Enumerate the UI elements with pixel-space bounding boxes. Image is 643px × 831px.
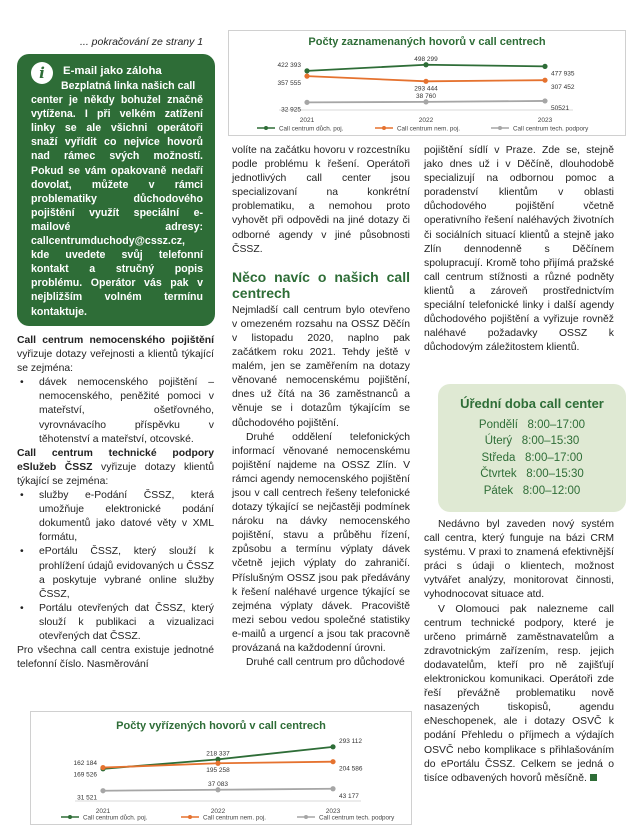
section-heading: Něco navíc o našich call centrech <box>232 268 410 301</box>
legend-marker <box>188 815 192 819</box>
chart-handled-calls <box>30 711 412 825</box>
paragraph: V Olomouci pak nalezneme call centrum technické podpory, které je určeno primárně zaměstnavatelům a zdravotnickým zařízením, resp. jejich dodavatelům, kteří pro ně zajišťují elektronickou komunikaci. Operátoři zde řeší převážně problematiku nově nasazených tiskopisů, agendu eNeschopenek, ale i dotazy OSVČ k podání Přehledu o příjmech a výdajích OSVČ nebo komplikace s přihlašováním do ePortálu ČSSZ. Celkem se jedná o tisíce odbavených hovorů měsíčně. <box>424 603 614 784</box>
data-point <box>423 79 428 84</box>
paragraph: Druhé call centrum pro důchodové <box>246 657 405 669</box>
data-point <box>542 78 547 83</box>
data-label: 204 586 <box>339 765 363 773</box>
data-label: 37 083 <box>208 780 228 788</box>
x-tick-label: 2023 <box>537 117 553 124</box>
chart-title: Počty zaznamenaných hovorů v call centrech <box>308 36 546 48</box>
data-label: 293 112 <box>339 737 363 745</box>
left-column <box>17 334 214 672</box>
hours-row-tuesday: Úterý 8:00–15:30 <box>484 435 580 448</box>
nem-call-center-intro: vyřizuje dotazy veřejnosti a klientů týkající se zejména: <box>17 349 214 375</box>
paragraph: Druhé oddělení telefonických informací věnované nemocenskému pojištění najdeme na OSSZ Zlín. V rámci agendy nemocenského pojištění jsou v call centrech řešeny telefonické dotazy týkající se nejčastěji podmínek nároku na dávky nemocenského pojištění, stavu a průběhu řízení, způsobu a termínu výplaty dávek včetně jejich výplaty do zahraničí. Příslušným OSSZ jsou pak předávány k řešení naléhavé urgence týkající se zejména výplaty dávek. Pracoviště mezi sebou vedou společné statistiky e-mailů a urgencí a jsou tak pracovně provázaná na každodenní úrovni. <box>232 431 410 654</box>
data-point <box>423 62 428 67</box>
data-label: 357 555 <box>277 80 301 88</box>
list-item: • dávek nemocenského pojištění – nemocenského, peněžité pomoci v mateřství, ošetřovného, vyrovnávacího příspěvku v těhotenství a mateřství, otcovské. <box>20 377 214 445</box>
tech-call-center-heading: Call centrum technické podpory eSlužeb ČSSZ <box>17 447 214 473</box>
email-box-text: center je někdy bohužel značně vytížena. I při velkém zatížení linky se ale všichni operátoři snaží vyřídit co nejvíce hovorů nad rámec svých možností. Pokud se vám opakovaně nedaří dovolat, můžete v rámci problematiky důchodového pojištění využít speciální e-mailové adresy: callcentrumduchody@cssz.cz, kde uvedete svůj telefonní kontakt a stručný popis problému. Operátor vás pak v nejbližším volném termínu kontaktuje. <box>31 94 203 318</box>
list-item: • ePortálu ČSSZ, který slouží k prohlížení údajů evidovaných u ČSSZ a poskytuje vybrané online služby ČSSZ, <box>20 546 214 600</box>
data-point <box>542 98 547 103</box>
data-point <box>304 74 309 79</box>
hours-row-monday: Pondělí 8:00–17:00 <box>478 419 586 431</box>
x-tick-label: 2022 <box>210 808 226 815</box>
data-label: 169 526 <box>73 771 97 779</box>
data-label: 307 452 <box>551 84 575 92</box>
data-point <box>215 787 220 792</box>
end-mark-icon <box>590 774 597 781</box>
hours-row-wednesday: Středa 8:00–17:00 <box>481 451 583 464</box>
paragraph: Nejmladší call centrum bylo otevřeno v omezeném rozsahu na OSSZ Děčín v listopadu 2020, naplno pak začátkem roku 2021. Tehdy ještě v malém, jen se zaměřením na dotazy věnované nemocenskému pojištění, dnes už čítá na 36 zaměstnanců a věnuje se i dotazům týkajícím se důchodového pojištění. <box>232 304 410 429</box>
data-point <box>423 99 428 104</box>
data-label: 50521 <box>551 104 570 112</box>
legend-marker <box>498 126 502 130</box>
x-tick-label: 2022 <box>418 117 434 124</box>
data-label: 38 760 <box>416 92 436 100</box>
legend-label: Call centrum nem. poj. <box>397 125 460 133</box>
legend-label: Call centrum tech. podpory <box>513 125 589 133</box>
chart-title: Počty vyřízených hovorů v call centrech <box>116 720 326 732</box>
email-info-box <box>17 54 215 326</box>
tech-topics-list <box>17 489 214 644</box>
data-label: 477 935 <box>551 70 575 78</box>
chart-recorded-calls <box>228 30 626 136</box>
list-item: • Portálu otevřených dat ČSSZ, který slouží k publikaci a vizualizaci otevřených dat ČSSZ. <box>20 602 214 642</box>
data-label: 195 258 <box>206 767 230 775</box>
paragraph: pojištění sídlí v Praze. Zde se, stejně jako dnes už i v Děčíně, dlouhodobě specializují na odbornou pomoc a poradenství klientům v oblasti důchodového pojištění včetně operativního řešení naléhavých životních či sociálních situací klientů a stejně jako Zlín dennodenně s Děčínem spolupracují. Kromě toho přijímá pražské call centrum stížnosti a různé podněty klientů a zároveň prostřednictvím speciální telefonické linky i další agendy důchodového pojištění a vyřizuje rovněž naléhavé požadavky OSSZ k důchodovým záležitostem klientů. <box>424 145 614 354</box>
continuation-note: ... pokračování ze strany 1 <box>80 36 204 48</box>
data-point <box>100 788 105 793</box>
nem-call-center-heading: Call centrum nemocenského pojištění <box>17 335 214 346</box>
data-label: 218 337 <box>206 750 230 758</box>
data-label: 32 925 <box>281 106 301 114</box>
email-box-first-line: Bezplatná linka našich call <box>61 80 196 92</box>
x-tick-label: 2021 <box>95 808 111 815</box>
data-label: 162 184 <box>73 759 97 767</box>
data-point <box>304 100 309 105</box>
nem-topics-list <box>17 376 214 446</box>
paragraph: volíte na začátku hovoru v rozcestníku podle problému k řešení. Operátoři jednotlivých call center jsou specializovaní na konkrétní problematiku, a nemohou proto vyhovět při odpovědi na jiné dotazy či odborné agendy v jiné působnosti ČSSZ. <box>232 145 410 255</box>
closing-paragraph: Pro všechna call centra existuje jednotné telefonní číslo. Nasměrování <box>17 645 214 671</box>
legend-label: Call centrum nem. poj. <box>203 814 266 822</box>
legend-label: Call centrum důch. poj. <box>279 125 344 133</box>
right-column-top <box>424 144 614 355</box>
chart-svg <box>229 49 625 135</box>
x-tick-label: 2023 <box>325 808 341 815</box>
data-label: 498 299 <box>414 55 438 63</box>
legend-marker <box>382 126 386 130</box>
legend-marker <box>68 815 72 819</box>
data-point <box>100 765 105 770</box>
data-point <box>304 68 309 73</box>
legend-marker <box>264 126 268 130</box>
email-box-title: E-mail jako záloha <box>63 65 162 77</box>
data-label: 422 393 <box>277 61 301 69</box>
paragraph: Nedávno byl zaveden nový systém call centra, který funguje na bázi CRM systému. V praxi to znamená efektivnější práci s údaji o klientech, možnost vytvářet analýzy, monitorovat činnosti, vyhodnocovat situace atd. <box>424 519 614 601</box>
data-label: 43 177 <box>339 792 359 800</box>
data-point <box>330 759 335 764</box>
list-item: • služby e-Podání ČSSZ, která umožňuje elektronické podání dokumentů jako datové věty v XML formátu, <box>20 490 214 544</box>
hours-row-friday: Pátek 8:00–12:00 <box>483 484 581 497</box>
data-point <box>330 786 335 791</box>
data-point <box>330 744 335 749</box>
office-hours-box <box>438 384 626 512</box>
data-point <box>215 761 220 766</box>
office-hours-title: Úřední doba call center <box>460 396 604 411</box>
info-icon: i <box>31 62 53 84</box>
legend-label: Call centrum tech. podpory <box>319 814 395 822</box>
legend-label: Call centrum důch. poj. <box>83 814 148 822</box>
data-point <box>542 64 547 69</box>
data-label: 293 444 <box>414 85 438 93</box>
hours-row-thursday: Čtvrtek 8:00–15:30 <box>480 468 584 481</box>
legend-marker <box>304 815 308 819</box>
chart-svg <box>31 734 411 824</box>
x-tick-label: 2021 <box>299 117 315 124</box>
tech-call-center-intro: vyřizuje dotazy klientů týkající se zejména: <box>17 461 214 487</box>
email-box-body <box>31 79 203 319</box>
right-column-bottom <box>424 518 614 786</box>
middle-column <box>232 144 410 670</box>
data-label: 31 521 <box>77 794 97 802</box>
